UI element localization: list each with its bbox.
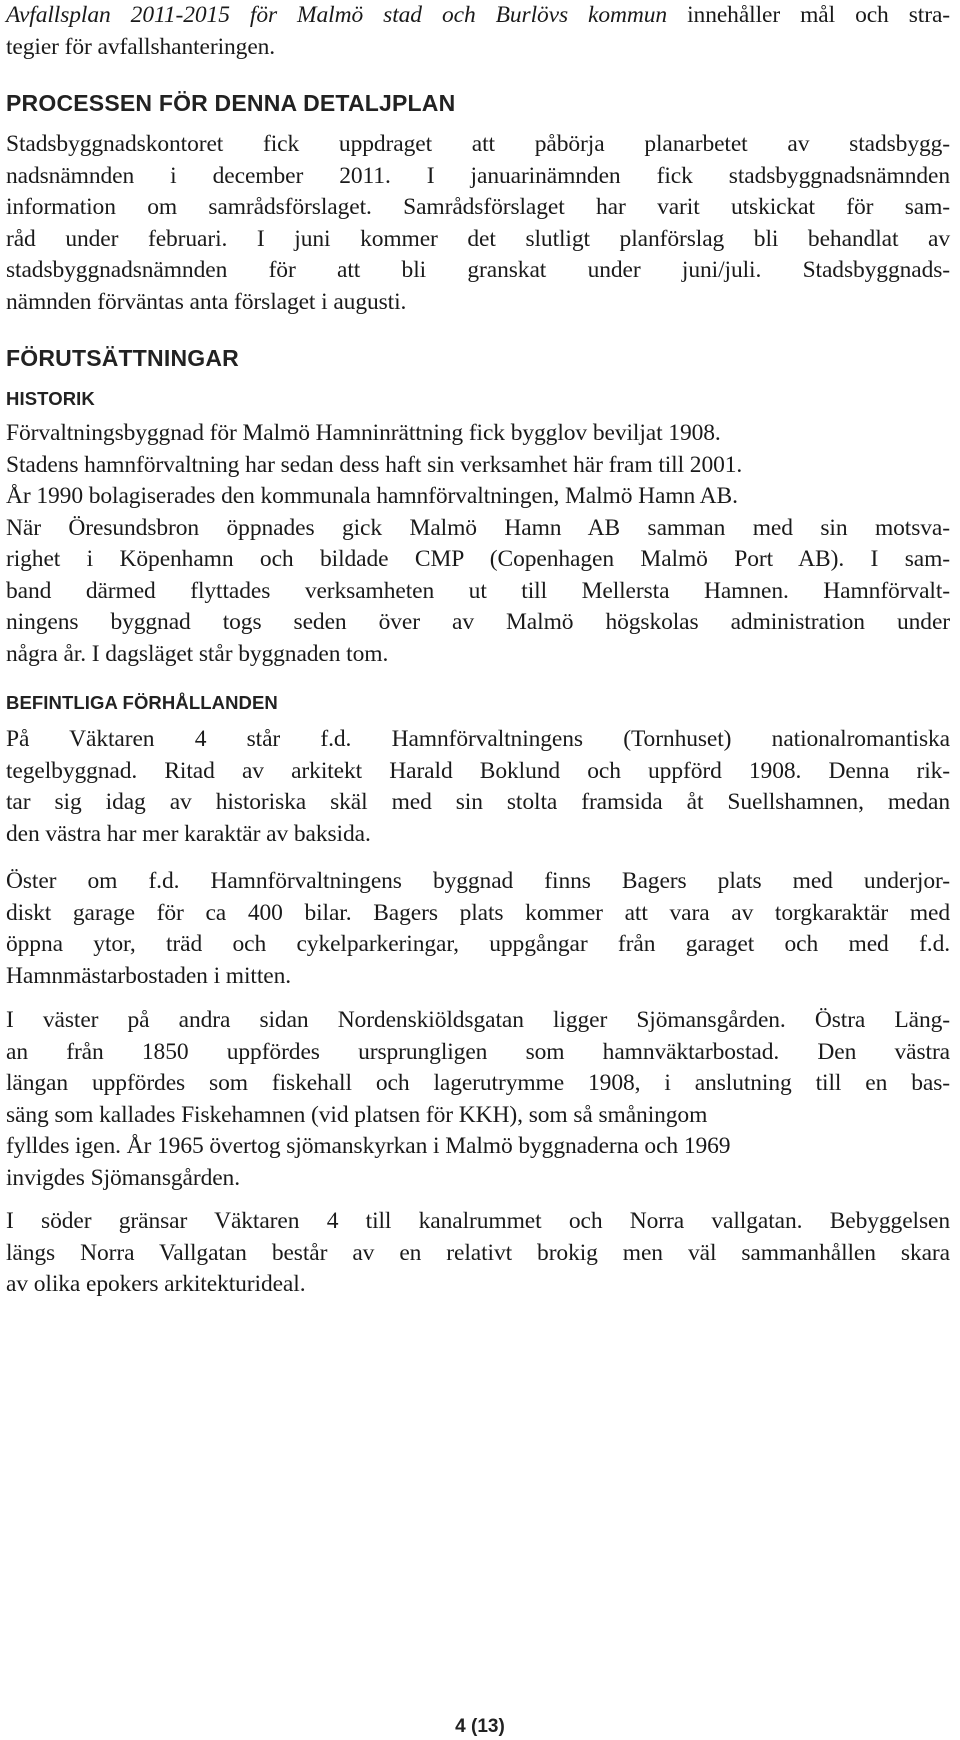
history-line: År 1990 bolagiserades den kommunala hamnförvaltningen, Malmö Hamn AB.	[6, 483, 738, 509]
existing-paragraph	[6, 866, 950, 992]
history-line: righet i Köpenhamn och bildade CMP (Copenhagen Malmö Port AB). I sam-	[6, 546, 950, 572]
existing-line: invigdes Sjömansgården.	[6, 1164, 240, 1191]
history-line: några år. I dagsläget står byggnaden tom.	[6, 640, 389, 667]
process-line: nämnden förväntas anta förslaget i augusti.	[6, 288, 407, 315]
history-line: ningens byggnad togs seden över av Malmö högskolas administration under	[6, 609, 950, 635]
intro-plan-title: Avfallsplan 2011-2015 för Malmö stad och Burlövs kommun	[6, 2, 668, 28]
intro-paragraph	[6, 0, 950, 63]
existing-line: av olika epokers arkitekturideal.	[6, 1271, 306, 1297]
history-line: band därmed flyttades verksamheten ut till Mellersta Hamnen. Hamnförvalt-	[6, 577, 950, 604]
existing-line: an från 1850 uppfördes ursprungligen som hamnväktarbostad. Den västra	[6, 1038, 950, 1065]
existing-paragraph	[6, 1005, 950, 1194]
existing-line: Öster om f.d. Hamnförvaltningens byggnad finns Bagers plats med underjor-	[6, 868, 950, 894]
existing-line: tegelbyggnad. Ritad av arkitekt Harald Boklund och uppförd 1908. Denna rik-	[6, 757, 950, 784]
page-number: 4 (13)	[455, 1716, 505, 1737]
history-line: Stadens hamnförvaltning har sedan dess haft sin verksamhet här fram till 2001.	[6, 451, 743, 478]
existing-line: Hamnmästarbostaden i mitten.	[6, 962, 292, 989]
existing-paragraph	[6, 1206, 950, 1301]
process-line: information om samrådsförslaget. Samrådsförslaget har varit utskickat för sam-	[6, 194, 950, 220]
existing-line: I söder gränsar Väktaren 4 till kanalrummet och Norra vallgatan. Bebyggelsen	[6, 1208, 950, 1234]
existing-line: öppna ytor, träd och cykelparkeringar, uppgångar från garaget och med f.d.	[6, 931, 950, 957]
history-paragraph	[6, 418, 950, 670]
existing-line: På Väktaren 4 står f.d. Hamnförvaltningens (Tornhuset) nationalromantiska	[6, 726, 950, 752]
existing-line: fylldes igen. År 1965 övertog sjömanskyrkan i Malmö byggnaderna och 1969	[6, 1133, 731, 1159]
prerequisites-heading: FÖRUTSÄTTNINGAR	[6, 345, 239, 371]
existing-conditions-heading: BEFINTLIGA FÖRHÅLLANDEN	[6, 692, 278, 713]
existing-line: säng som kallades Fiskehamnen (vid platsen för KKH), som så småningom	[6, 1101, 708, 1128]
process-line: nadsnämnden i december 2011. I januarinämnden fick stadsbyggnadsnämnden	[6, 162, 950, 189]
process-line: stadsbyggnadsnämnden för att bli granskat under juni/juli. Stadsbyggnads-	[6, 257, 950, 283]
existing-line: diskt garage för ca 400 bilar. Bagers plats kommer att vara av torgkaraktär med	[6, 899, 950, 926]
history-line: När Öresundsbron öppnades gick Malmö Hamn AB samman med sin motsva-	[6, 514, 950, 541]
existing-line: den västra har mer karaktär av baksida.	[6, 820, 371, 847]
history-line: Förvaltningsbyggnad för Malmö Hamninrättning fick bygglov beviljat 1908.	[6, 420, 721, 446]
intro-line-2: tegier för avfallshanteringen.	[6, 33, 276, 60]
existing-paragraph	[6, 724, 950, 850]
intro-line-1-rest: innehåller mål och stra-	[667, 2, 950, 28]
existing-line: I väster på andra sidan Nordenskiöldsgatan ligger Sjömansgården. Östra Läng-	[6, 1007, 950, 1033]
process-paragraph	[6, 129, 950, 318]
existing-line: tar sig idag av historiska skäl med sin stolta framsida åt Suellshamnen, medan	[6, 789, 950, 815]
existing-line: längs Norra Vallgatan består av en relativt brokig men väl sammanhållen skara	[6, 1239, 950, 1266]
process-line: Stadsbyggnadskontoret fick uppdraget att påbörja planarbetet av stadsbygg-	[6, 131, 950, 157]
existing-line: längan uppfördes som fiskehall och lagerutrymme 1908, i anslutning till en bas-	[6, 1070, 950, 1096]
history-heading: HISTORIK	[6, 388, 95, 409]
process-heading: PROCESSEN FÖR DENNA DETALJPLAN	[6, 90, 456, 116]
intro-line-1	[6, 0, 950, 32]
process-line: råd under februari. I juni kommer det slutligt planförslag bli behandlat av	[6, 225, 950, 252]
